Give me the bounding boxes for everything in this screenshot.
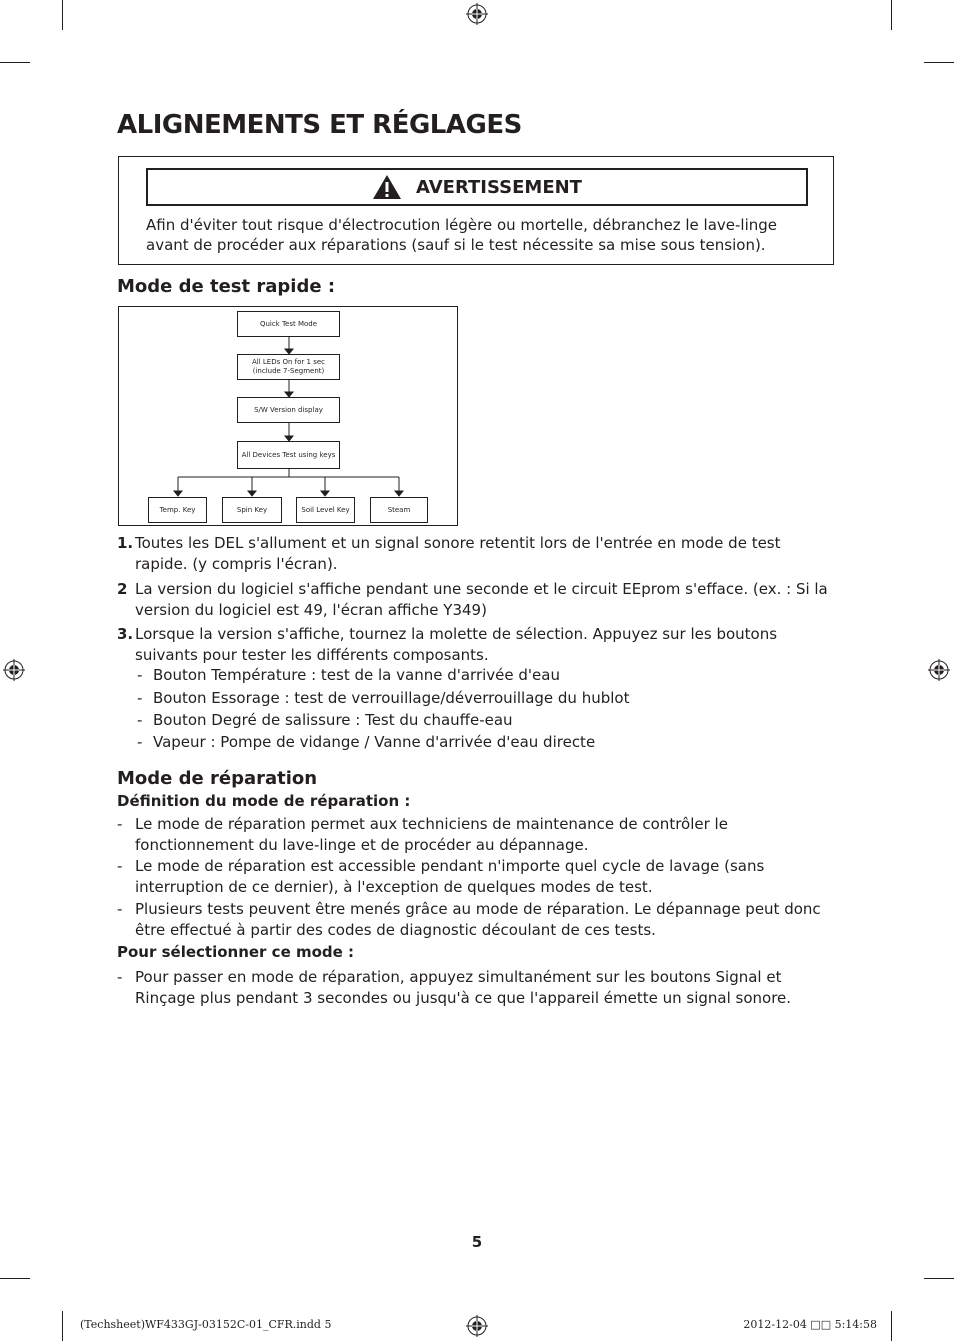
flow-step-all-devices-test: All Devices Test using keys <box>237 441 340 469</box>
page-title: ALIGNEMENTS ET RÉGLAGES <box>117 110 522 140</box>
crop-mark <box>0 62 30 63</box>
registration-mark-icon <box>3 659 25 681</box>
list-item: - Le mode de réparation est accessible pendant n'importe quel cycle de lavage (sans interruption de ce dernier), à l'exception de quelques modes de test. <box>117 856 833 898</box>
list-item-text: Plusieurs tests peuvent être menés grâce au mode de réparation. Le dépannage peut donc être effectué à partir des codes de diagnostic découlant de ces tests. <box>135 900 821 939</box>
list-item <box>117 533 833 575</box>
list-item: - Le mode de réparation permet aux techniciens de maintenance de contrôler le fonctionnement du lave-linge et de procéder au dépannage. <box>117 814 833 856</box>
warning-triangle-icon <box>372 174 402 200</box>
list-item-text: Pour passer en mode de réparation, appuyez simultanément sur les boutons Signal et Rinçage plus pendant 3 secondes ou jusqu'à ce que l'appareil émette un signal sonore. <box>135 968 792 1007</box>
crop-mark <box>891 0 892 30</box>
sub-list-item: - Bouton Température : test de la vanne d'arrivée d'eau <box>137 666 560 684</box>
crop-mark <box>924 1278 954 1279</box>
flow-leaf-soil-level-key: Soil Level Key <box>296 497 355 523</box>
crop-mark <box>924 62 954 63</box>
definition-heading: Définition du mode de réparation : <box>117 792 411 810</box>
crop-mark <box>62 0 63 30</box>
quick-test-heading: Mode de test rapide : <box>117 276 336 297</box>
list-item-text: Le mode de réparation est accessible pendant n'importe quel cycle de lavage (sans interruption de ce dernier), à l'exception de quelques modes de test. <box>135 857 765 896</box>
flow-step-sw-version: S/W Version display <box>237 397 340 423</box>
warning-box <box>118 156 834 265</box>
list-item <box>117 624 833 666</box>
list-item-number: 2 <box>117 580 128 598</box>
sub-list-item: - Bouton Essorage : test de verrouillage/déverrouillage du hublot <box>137 689 630 707</box>
footer-timestamp: 2012-12-04 □□ 5:14:58 <box>743 1318 877 1331</box>
page-number: 5 <box>471 1233 483 1251</box>
flow-leaf-temp-key: Temp. Key <box>148 497 207 523</box>
list-item: - Pour passer en mode de réparation, appuyez simultanément sur les boutons Signal et Rinçage plus pendant 3 secondes ou jusqu'à ce que l'appareil émette un signal sonore. <box>117 967 833 1009</box>
list-item-text: Toutes les DEL s'allument et un signal sonore retentit lors de l'entrée en mode de test rapide. (y compris l'écran). <box>135 534 781 573</box>
crop-mark <box>0 1278 30 1279</box>
warning-label: AVERTISSEMENT <box>416 176 582 198</box>
list-item-text: La version du logiciel s'affiche pendant une seconde et le circuit EEprom s'efface. (ex. : Si la version du logiciel est 49, l'écran affiche Y349) <box>135 580 828 619</box>
footer-file-name: (Techsheet)WF433GJ-03152C-01_CFR.indd 5 <box>80 1318 332 1331</box>
warning-text: Afin d'éviter tout risque d'électrocution légère ou mortelle, débranchez le lave-linge avant de procéder aux réparations (sauf si le test nécessite sa mise sous tension). <box>146 216 777 254</box>
registration-mark-icon <box>466 3 488 25</box>
list-item <box>117 579 833 621</box>
list-item-text: Lorsque la version s'affiche, tournez la molette de sélection. Appuyez sur les boutons suivants pour tester les différents composants. <box>135 625 778 664</box>
flow-step-all-leds-on: All LEDs On for 1 sec (include 7-Segment) <box>237 354 340 380</box>
flow-leaf-steam: Steam <box>370 497 428 523</box>
list-item: - Plusieurs tests peuvent être menés grâce au mode de réparation. Le dépannage peut donc être effectué à partir des codes de diagnostic découlant de ces tests. <box>117 899 833 941</box>
crop-mark <box>891 1311 892 1341</box>
flow-step-quick-test-mode: Quick Test Mode <box>237 311 340 337</box>
flow-leaf-spin-key: Spin Key <box>222 497 282 523</box>
crop-mark <box>62 1311 63 1341</box>
flowchart <box>118 306 458 526</box>
sub-list-item: - Bouton Degré de salissure : Test du chauffe-eau <box>137 711 513 729</box>
repair-mode-heading: Mode de réparation <box>117 768 318 789</box>
list-item-text: Le mode de réparation permet aux techniciens de maintenance de contrôler le fonctionnement du lave-linge et de procéder au dépannage. <box>135 815 728 854</box>
warning-header <box>146 168 808 206</box>
registration-mark-icon <box>466 1315 488 1337</box>
sub-list-item: - Vapeur : Pompe de vidange / Vanne d'arrivée d'eau directe <box>137 733 596 751</box>
registration-mark-icon <box>928 659 950 681</box>
select-mode-heading: Pour sélectionner ce mode : <box>117 943 355 961</box>
list-item-number: 1. <box>117 534 134 552</box>
list-item-number: 3. <box>117 625 134 643</box>
